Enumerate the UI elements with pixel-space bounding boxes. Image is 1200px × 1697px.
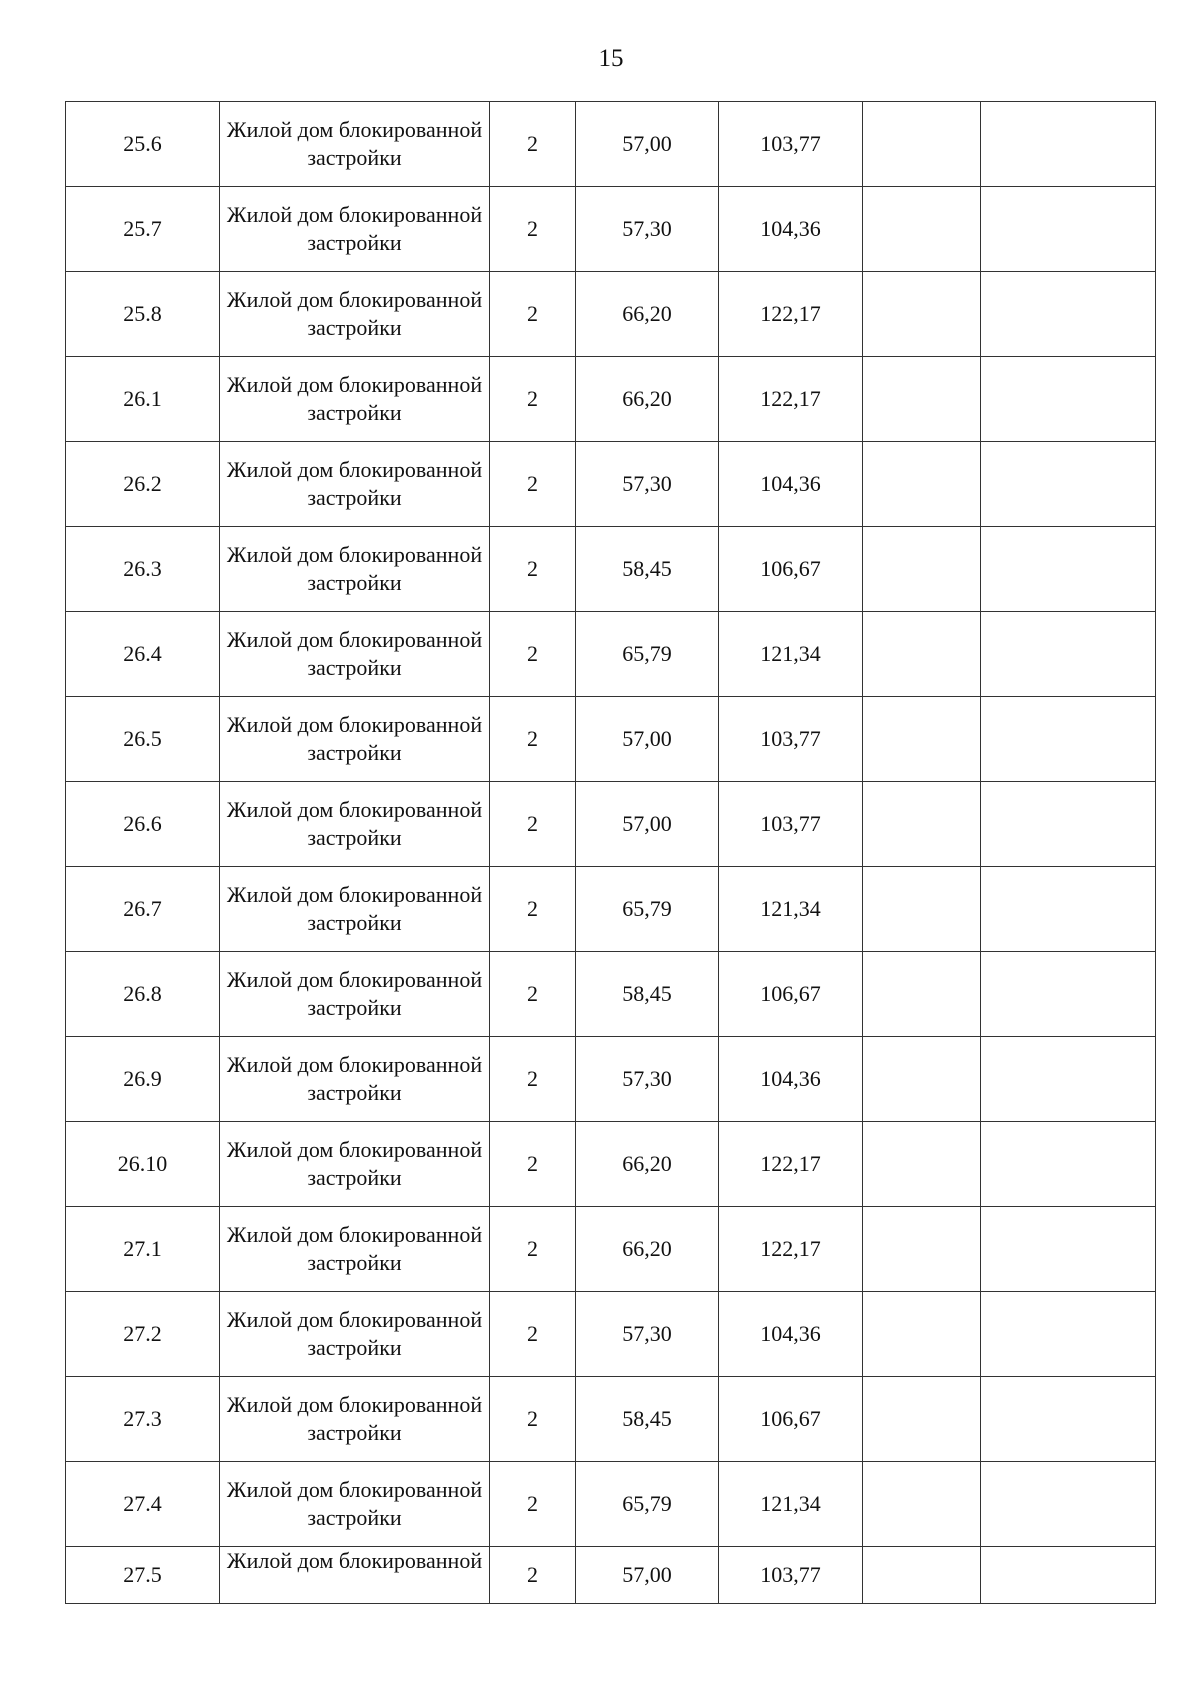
total-area-cell: 104,36 <box>719 1037 863 1122</box>
table-row <box>66 102 1156 187</box>
total-area-cell: 103,77 <box>719 782 863 867</box>
total-area-cell: 121,34 <box>719 867 863 952</box>
empty-cell <box>981 357 1156 442</box>
table-row <box>66 697 1156 782</box>
table-body <box>66 102 1156 1604</box>
total-area-cell: 122,17 <box>719 272 863 357</box>
table-row <box>66 782 1156 867</box>
empty-cell <box>863 1547 981 1604</box>
building-type-cell: Жилой дом блокированной застройки <box>220 952 490 1037</box>
empty-cell <box>863 187 981 272</box>
empty-cell <box>981 867 1156 952</box>
building-type-cell: Жилой дом блокированной застройки <box>220 867 490 952</box>
row-number-cell: 26.3 <box>66 527 220 612</box>
area-cell: 66,20 <box>576 1122 719 1207</box>
building-type-cell: Жилой дом блокированной застройки <box>220 1122 490 1207</box>
floors-cell: 2 <box>490 1037 576 1122</box>
total-area-cell: 121,34 <box>719 612 863 697</box>
row-number-cell: 27.5 <box>66 1547 220 1604</box>
empty-cell <box>981 1377 1156 1462</box>
building-type-cell: Жилой дом блокированной застройки <box>220 187 490 272</box>
building-type-cell: Жилой дом блокированной застройки <box>220 357 490 442</box>
empty-cell <box>863 272 981 357</box>
empty-cell <box>863 1037 981 1122</box>
empty-cell <box>981 1292 1156 1377</box>
table-row <box>66 1037 1156 1122</box>
floors-cell: 2 <box>490 1547 576 1604</box>
table-row <box>66 952 1156 1037</box>
total-area-cell: 122,17 <box>719 1207 863 1292</box>
total-area-cell: 104,36 <box>719 187 863 272</box>
empty-cell <box>863 1292 981 1377</box>
row-number-cell: 26.5 <box>66 697 220 782</box>
table-row <box>66 187 1156 272</box>
empty-cell <box>981 187 1156 272</box>
table-row <box>66 1207 1156 1292</box>
empty-cell <box>981 442 1156 527</box>
area-cell: 57,00 <box>576 782 719 867</box>
floors-cell: 2 <box>490 1377 576 1462</box>
floors-cell: 2 <box>490 952 576 1037</box>
total-area-cell: 103,77 <box>719 1547 863 1604</box>
area-cell: 66,20 <box>576 357 719 442</box>
area-cell: 65,79 <box>576 1462 719 1547</box>
row-number-cell: 27.4 <box>66 1462 220 1547</box>
area-cell: 57,00 <box>576 102 719 187</box>
area-cell: 57,30 <box>576 187 719 272</box>
area-cell: 57,00 <box>576 697 719 782</box>
row-number-cell: 27.3 <box>66 1377 220 1462</box>
empty-cell <box>981 102 1156 187</box>
empty-cell <box>981 1037 1156 1122</box>
empty-cell <box>863 612 981 697</box>
empty-cell <box>863 782 981 867</box>
row-number-cell: 25.8 <box>66 272 220 357</box>
empty-cell <box>981 1462 1156 1547</box>
table-row <box>66 1462 1156 1547</box>
table-row <box>66 1377 1156 1462</box>
empty-cell <box>863 1377 981 1462</box>
total-area-cell: 122,17 <box>719 1122 863 1207</box>
total-area-cell: 104,36 <box>719 442 863 527</box>
floors-cell: 2 <box>490 612 576 697</box>
floors-cell: 2 <box>490 1462 576 1547</box>
floors-cell: 2 <box>490 782 576 867</box>
total-area-cell: 106,67 <box>719 952 863 1037</box>
empty-cell <box>863 697 981 782</box>
table-row <box>66 1122 1156 1207</box>
floors-cell: 2 <box>490 442 576 527</box>
area-cell: 65,79 <box>576 612 719 697</box>
empty-cell <box>981 782 1156 867</box>
empty-cell <box>863 442 981 527</box>
row-number-cell: 27.2 <box>66 1292 220 1377</box>
row-number-cell: 26.10 <box>66 1122 220 1207</box>
total-area-cell: 121,34 <box>719 1462 863 1547</box>
floors-cell: 2 <box>490 867 576 952</box>
building-type-cell: Жилой дом блокированной застройки <box>220 527 490 612</box>
empty-cell <box>863 867 981 952</box>
area-cell: 57,00 <box>576 1547 719 1604</box>
page-number: 15 <box>598 45 624 72</box>
row-number-cell: 26.1 <box>66 357 220 442</box>
empty-cell <box>863 357 981 442</box>
empty-cell <box>981 697 1156 782</box>
empty-cell <box>981 1207 1156 1292</box>
empty-cell <box>863 1122 981 1207</box>
empty-cell <box>981 272 1156 357</box>
row-number-cell: 25.6 <box>66 102 220 187</box>
row-number-cell: 26.8 <box>66 952 220 1037</box>
total-area-cell: 106,67 <box>719 527 863 612</box>
table-row <box>66 867 1156 952</box>
floors-cell: 2 <box>490 697 576 782</box>
area-cell: 66,20 <box>576 272 719 357</box>
area-cell: 58,45 <box>576 527 719 612</box>
table-row <box>66 527 1156 612</box>
building-type-cell: Жилой дом блокированной застройки <box>220 1292 490 1377</box>
total-area-cell: 122,17 <box>719 357 863 442</box>
row-number-cell: 26.9 <box>66 1037 220 1122</box>
floors-cell: 2 <box>490 357 576 442</box>
building-type-cell: Жилой дом блокированной застройки <box>220 1037 490 1122</box>
building-type-cell: Жилой дом блокированной застройки <box>220 442 490 527</box>
total-area-cell: 104,36 <box>719 1292 863 1377</box>
table-row <box>66 442 1156 527</box>
floors-cell: 2 <box>490 102 576 187</box>
empty-cell <box>863 102 981 187</box>
building-type-cell: Жилой дом блокированной застройки <box>220 1377 490 1462</box>
empty-cell <box>863 1462 981 1547</box>
building-table <box>65 101 1156 1604</box>
floors-cell: 2 <box>490 187 576 272</box>
area-cell: 57,30 <box>576 442 719 527</box>
total-area-cell: 103,77 <box>719 697 863 782</box>
empty-cell <box>981 1547 1156 1604</box>
building-type-cell: Жилой дом блокированной застройки <box>220 697 490 782</box>
building-type-cell: Жилой дом блокированной застройки <box>220 1462 490 1547</box>
row-number-cell: 26.6 <box>66 782 220 867</box>
floors-cell: 2 <box>490 1207 576 1292</box>
table-row <box>66 1547 1156 1604</box>
empty-cell <box>981 612 1156 697</box>
row-number-cell: 26.2 <box>66 442 220 527</box>
row-number-cell: 26.4 <box>66 612 220 697</box>
area-cell: 57,30 <box>576 1292 719 1377</box>
area-cell: 66,20 <box>576 1207 719 1292</box>
area-cell: 58,45 <box>576 952 719 1037</box>
area-cell: 58,45 <box>576 1377 719 1462</box>
table-row <box>66 272 1156 357</box>
building-type-cell: Жилой дом блокированной застройки <box>220 1207 490 1292</box>
table-row <box>66 357 1156 442</box>
table-row <box>66 612 1156 697</box>
building-type-cell: Жилой дом блокированной застройки <box>220 272 490 357</box>
total-area-cell: 103,77 <box>719 102 863 187</box>
building-type-cell: Жилой дом блокированной застройки <box>220 782 490 867</box>
area-cell: 57,30 <box>576 1037 719 1122</box>
floors-cell: 2 <box>490 527 576 612</box>
empty-cell <box>863 1207 981 1292</box>
empty-cell <box>981 527 1156 612</box>
building-type-cell: Жилой дом блокированной застройки <box>220 102 490 187</box>
empty-cell <box>863 527 981 612</box>
empty-cell <box>981 1122 1156 1207</box>
floors-cell: 2 <box>490 272 576 357</box>
floors-cell: 2 <box>490 1122 576 1207</box>
empty-cell <box>981 952 1156 1037</box>
building-type-cell: Жилой дом блокированной <box>220 1547 490 1604</box>
floors-cell: 2 <box>490 1292 576 1377</box>
building-type-cell: Жилой дом блокированной застройки <box>220 612 490 697</box>
table-row <box>66 1292 1156 1377</box>
row-number-cell: 25.7 <box>66 187 220 272</box>
row-number-cell: 26.7 <box>66 867 220 952</box>
empty-cell <box>863 952 981 1037</box>
area-cell: 65,79 <box>576 867 719 952</box>
row-number-cell: 27.1 <box>66 1207 220 1292</box>
total-area-cell: 106,67 <box>719 1377 863 1462</box>
